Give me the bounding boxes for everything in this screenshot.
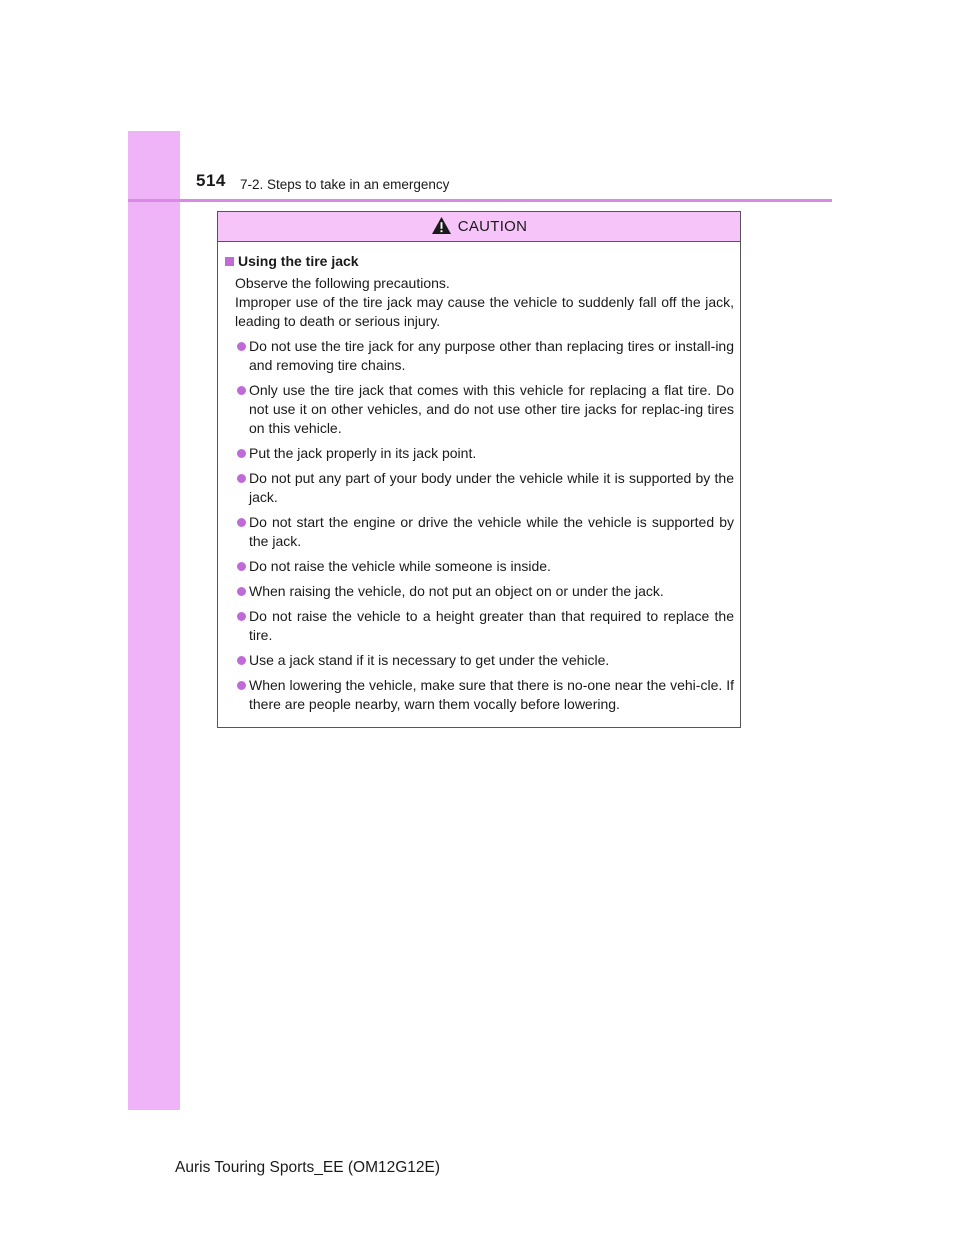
list-item bbox=[224, 651, 734, 670]
list-item bbox=[224, 513, 734, 551]
list-item-text: Do not put any part of your body under the vehicle while it is supported by the jack. bbox=[249, 470, 734, 505]
list-item-text: Put the jack properly in its jack point. bbox=[249, 445, 477, 461]
list-item-text: Use a jack stand if it is necessary to get under the vehicle. bbox=[249, 652, 610, 668]
bullet-dot-icon bbox=[237, 342, 246, 351]
caution-header bbox=[218, 212, 740, 242]
list-item-text: Do not raise the vehicle to a height greater than that required to replace the tire. bbox=[249, 608, 734, 643]
list-item bbox=[224, 381, 734, 438]
intro-line: Observe the following precautions. bbox=[235, 275, 450, 291]
bullet-dot-icon bbox=[237, 562, 246, 571]
caution-box bbox=[217, 211, 741, 728]
bullet-dot-icon bbox=[237, 518, 246, 527]
list-item bbox=[224, 469, 734, 507]
bullet-dot-icon bbox=[237, 587, 246, 596]
caution-subheading bbox=[224, 252, 734, 271]
bullet-dot-icon bbox=[237, 681, 246, 690]
list-item bbox=[224, 557, 734, 576]
warning-triangle-icon bbox=[431, 216, 452, 235]
list-item-text: When lowering the vehicle, make sure that there is no-one near the vehi-cle. If there are people nearby, warn them vocally before lowering. bbox=[249, 677, 734, 712]
subheading-text: Using the tire jack bbox=[238, 253, 359, 269]
list-item bbox=[224, 676, 734, 714]
section-title: 7-2. Steps to take in an emergency bbox=[240, 177, 450, 192]
list-item-text: Only use the tire jack that comes with this vehicle for replacing a flat tire. Do not use it on other vehicles, and do not use other tire jacks for replac-ing tires on this vehicle. bbox=[249, 382, 734, 436]
intro-line: Improper use of the tire jack may cause the vehicle to suddenly fall off the jack, leading to death or serious injury. bbox=[235, 294, 734, 329]
page-number: 514 bbox=[196, 171, 226, 190]
square-bullet-icon bbox=[225, 257, 234, 266]
list-item-text: Do not raise the vehicle while someone is inside. bbox=[249, 558, 551, 574]
bullet-dot-icon bbox=[237, 386, 246, 395]
list-item bbox=[224, 337, 734, 375]
list-item-text: Do not start the engine or drive the vehicle while the vehicle is supported by the jack. bbox=[249, 514, 734, 549]
precaution-list bbox=[224, 337, 734, 714]
list-item bbox=[224, 582, 734, 601]
bullet-dot-icon bbox=[237, 656, 246, 665]
bullet-dot-icon bbox=[237, 612, 246, 621]
footer-model-code: Auris Touring Sports_EE (OM12G12E) bbox=[175, 1159, 441, 1176]
header-rule bbox=[128, 199, 832, 202]
chapter-side-tab bbox=[128, 131, 180, 1110]
list-item-text: Do not use the tire jack for any purpose other than replacing tires or install-ing and removing tire chains. bbox=[249, 338, 734, 373]
list-item bbox=[224, 444, 734, 463]
list-item bbox=[224, 607, 734, 645]
caution-body bbox=[218, 242, 740, 714]
bullet-dot-icon bbox=[237, 449, 246, 458]
list-item-text: When raising the vehicle, do not put an object on or under the jack. bbox=[249, 583, 664, 599]
caution-title: CAUTION bbox=[457, 218, 528, 235]
bullet-dot-icon bbox=[237, 474, 246, 483]
